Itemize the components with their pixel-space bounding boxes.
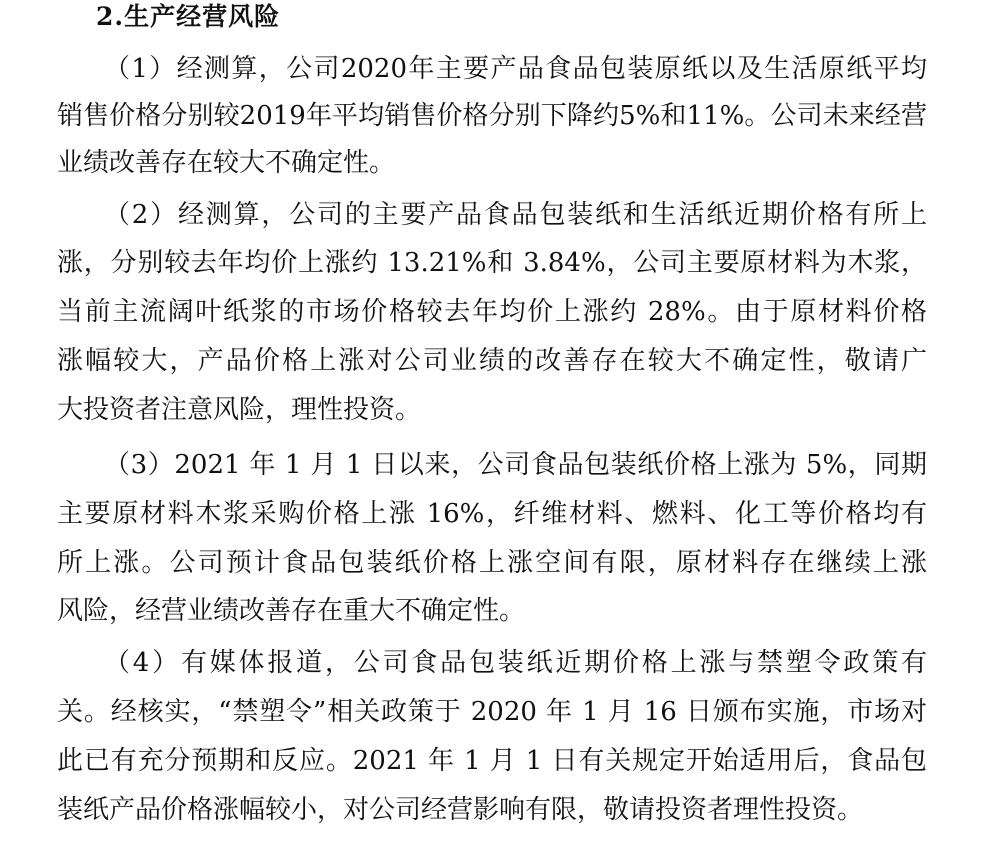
paragraph-2-line-4: 涨幅较大，产品价格上涨对公司业绩的改善存在较大不确定性，敬请广 [57, 346, 927, 376]
paragraph-3-line-1: （3）2021 年 1 月 1 日以来，公司食品包装纸价格上涨为 5%，同期 [104, 450, 927, 480]
paragraph-4-line-1: （4）有媒体报道，公司食品包装纸近期价格上涨与禁塑令政策有 [104, 648, 927, 678]
paragraph-2-line-1: （2）经测算，公司的主要产品食品包装纸和生活纸近期价格有所上 [104, 200, 927, 230]
paragraph-1-line-1: （1）经测算，公司2020年主要产品食品包装原纸以及生活原纸平均 [104, 54, 927, 84]
paragraph-2-line-2: 涨，分别较去年均价上涨约 13.21%和 3.84%，公司主要原材料为木浆， [57, 248, 927, 278]
paragraph-3-line-3: 所上涨。公司预计食品包装纸价格上涨空间有限，原材料存在继续上涨 [57, 548, 927, 578]
paragraph-3-line-4: 风险，经营业绩改善存在重大不确定性。 [57, 596, 526, 626]
paragraph-3-line-2: 主要原材料木浆采购价格上涨 16%，纤维材料、燃料、化工等价格均有 [57, 499, 927, 529]
paragraph-4-line-4: 装纸产品价格涨幅较小，对公司经营影响有限，敬请投资者理性投资。 [57, 795, 864, 825]
paragraph-4-line-3: 此已有充分预期和反应。2021 年 1 月 1 日有关规定开始适用后，食品包 [57, 746, 927, 776]
paragraph-1-line-2: 销售价格分别较2019年平均销售价格分别下降约5%和11%。公司未来经营 [57, 101, 927, 131]
paragraph-2-line-5: 大投资者注意风险，理性投资。 [57, 395, 422, 425]
paragraph-4-line-2: 关。经核实，“禁塑令”相关政策于 2020 年 1 月 16 日颁布实施，市场对 [57, 697, 927, 727]
paragraph-1-line-3: 业绩改善存在较大不确定性。 [57, 148, 396, 178]
paragraph-2-line-3: 当前主流阔叶纸浆的市场价格较去年均价上涨约 28%。由于原材料价格 [57, 297, 927, 327]
section-heading: 2.生产经营风险 [96, 2, 281, 31]
